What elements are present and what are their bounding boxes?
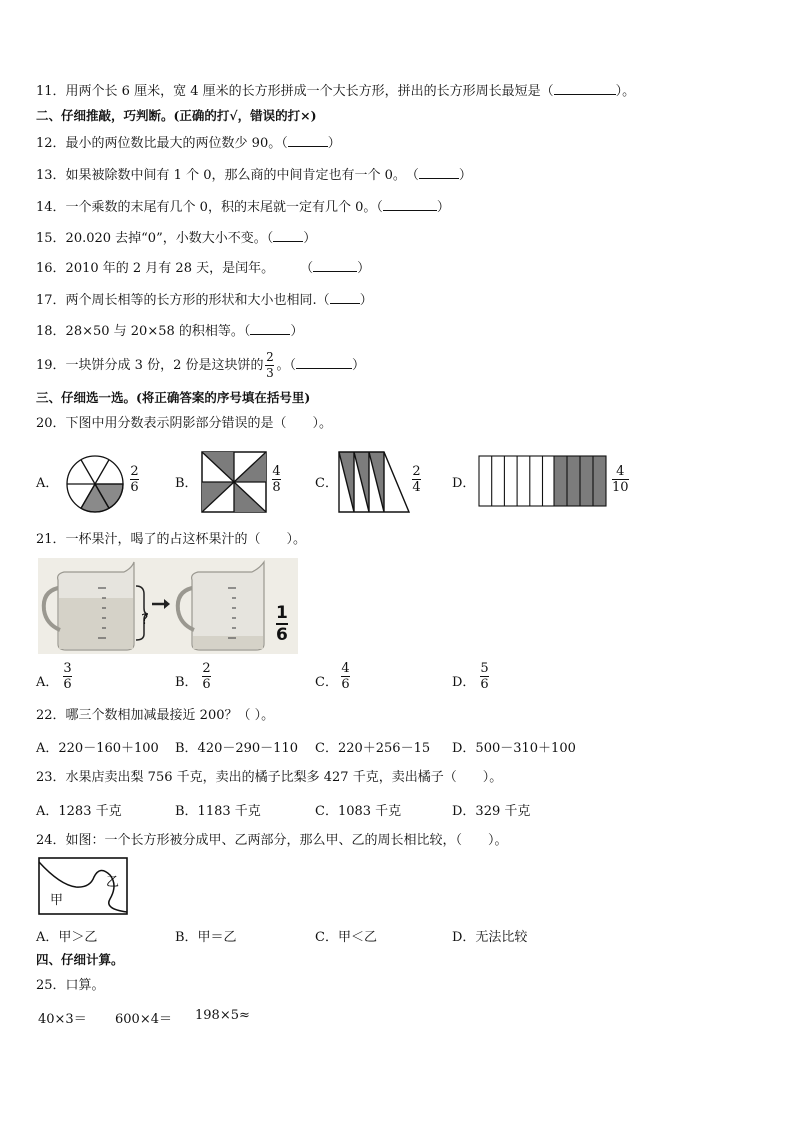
option-d-fraction (612, 465, 629, 494)
fraction (265, 351, 274, 380)
numerator: 2 (130, 464, 139, 479)
answer-blank[interactable] (296, 356, 352, 369)
question-19-end: 。（ (276, 358, 296, 373)
question-19-close: ） (352, 358, 366, 373)
denominator: 8 (272, 480, 281, 495)
option-c[interactable] (315, 671, 338, 690)
question-11-end: ）。 (615, 84, 636, 99)
option-a[interactable]: A．甲＞乙 (36, 930, 98, 945)
question-end: ） (303, 231, 317, 246)
question-end: ） (357, 261, 371, 276)
question-24: 24．如图：一个长方形被分成甲、乙两部分，那么甲、乙的周长相比较，（ ）。 (36, 833, 508, 848)
denominator: 6 (63, 677, 72, 692)
question-text: 16．2010 年的 2 月有 28 天，是闰年。 （ (36, 261, 314, 276)
option-letter: C． (315, 675, 338, 690)
label-yi: 乙 (106, 875, 120, 890)
question-19-text: 19．一块饼分成 3 份，2 份是这块饼的 (36, 358, 264, 373)
circle-figure (63, 452, 127, 516)
section-3-heading: 三、仔细选一选。(将正确答案的序号填在括号里) (36, 390, 311, 405)
numerator: 4 (272, 464, 281, 479)
question-text: 17．两个周长相等的长方形的形状和大小也相同.（ (36, 293, 330, 308)
option-a[interactable] (36, 671, 58, 690)
option-b-fraction (272, 465, 281, 494)
question-25: 25．口算。 (36, 978, 105, 993)
label-jia: 甲 (50, 893, 64, 908)
question-21: 21．一杯果汁，喝了的占这杯果汁的（ ）。 (36, 532, 307, 547)
numerator: 4 (616, 464, 625, 479)
denominator: 4 (412, 480, 421, 495)
question-mark: ? (141, 612, 149, 628)
question-14 (36, 198, 450, 217)
juice-figure (38, 558, 298, 654)
option-d[interactable]: D．329 千克 (452, 804, 531, 819)
denominator: 6 (130, 480, 139, 495)
answer-blank[interactable] (273, 229, 303, 242)
option-b[interactable] (175, 671, 198, 690)
option-letter: B． (175, 675, 198, 690)
answer-blank[interactable] (288, 134, 328, 147)
option-d-fraction (480, 662, 489, 691)
option-c[interactable]: C．220＋256－15 (315, 741, 431, 756)
option-b[interactable]: B．1183 千克 (175, 804, 261, 819)
option-d[interactable]: D．无法比较 (452, 930, 528, 945)
strip-figure (478, 455, 608, 507)
option-a[interactable]: A．220－160＋100 (36, 741, 159, 756)
answer-blank[interactable] (383, 198, 437, 211)
rectangle-figure (38, 857, 128, 915)
numerator: 1 (276, 603, 288, 623)
question-18 (36, 322, 303, 341)
calc-item[interactable]: 40×3＝ (38, 1012, 87, 1027)
option-c[interactable]: C．1083 千克 (315, 804, 402, 819)
numerator: 2 (412, 464, 421, 479)
question-13 (36, 166, 472, 185)
option-d[interactable] (452, 671, 475, 690)
question-text: 18．28×50 与 20×58 的积相等。（ (36, 324, 251, 339)
numerator: 3 (63, 661, 72, 676)
option-c-fraction (412, 465, 421, 494)
answer-blank[interactable] (250, 322, 290, 335)
measuring-cups (38, 558, 298, 654)
question-end: ） (458, 168, 472, 183)
question-end: ） (290, 324, 304, 339)
section-4-heading: 四、仔细计算。 (36, 952, 124, 967)
answer-blank[interactable] (419, 166, 459, 179)
question-22: 22．哪三个数相加减最接近 200？（ ）。 (36, 708, 275, 723)
denominator: 6 (341, 677, 350, 692)
option-c-fraction (341, 662, 350, 691)
option-b[interactable]: B．420－290－110 (175, 741, 298, 756)
calc-item[interactable]: 198×5≈ (195, 1008, 250, 1023)
question-end: ） (359, 293, 373, 308)
question-11 (36, 82, 635, 101)
parallelogram-figure (338, 451, 410, 513)
option-letter: D． (452, 675, 476, 690)
question-23: 23．水果店卖出梨 756 千克，卖出的橘子比梨多 427 千克，卖出橘子（ ）。 (36, 770, 503, 785)
option-letter: A． (36, 675, 59, 690)
option-a-fraction (130, 465, 139, 494)
question-text: 15．20.020 去掉“0”，小数大小不变。（ (36, 231, 274, 246)
option-a[interactable]: A．1283 千克 (36, 804, 122, 819)
denominator: 10 (612, 480, 629, 495)
numerator: 2 (202, 661, 211, 676)
section-2-heading: 二、仔细推敲，巧判断。(正确的打√，错误的打×) (36, 108, 317, 123)
option-b-letter[interactable]: B． (175, 476, 198, 491)
question-end: ） (436, 200, 450, 215)
answer-blank[interactable] (330, 291, 360, 304)
option-a-letter[interactable]: A． (36, 476, 59, 491)
denominator: 6 (480, 677, 489, 692)
figure-fraction (276, 604, 288, 644)
option-b[interactable]: B．甲＝乙 (175, 930, 237, 945)
option-c[interactable]: C．甲＜乙 (315, 930, 377, 945)
calc-item[interactable]: 600×4＝ (115, 1012, 172, 1027)
question-12 (36, 134, 341, 153)
option-d-letter[interactable]: D． (452, 476, 476, 491)
denominator: 6 (202, 677, 211, 692)
question-16 (36, 259, 370, 278)
option-d[interactable]: D．500－310＋100 (452, 741, 576, 756)
numerator: 2 (266, 350, 274, 364)
option-c-letter[interactable]: C． (315, 476, 338, 491)
answer-blank[interactable] (554, 82, 616, 95)
option-b-fraction (202, 662, 211, 691)
denominator: 3 (266, 366, 274, 380)
question-text: 12．最小的两位数比最大的两位数少 90。（ (36, 136, 288, 151)
square-figure (201, 451, 267, 513)
numerator: 4 (341, 661, 350, 676)
question-17 (36, 291, 373, 310)
question-end: ） (327, 136, 341, 151)
question-text: 13．如果被除数中间有 1 个 0，那么商的中间肯定也有一个 0。 （ (36, 168, 419, 183)
question-text: 14．一个乘数的末尾有几个 0，积的末尾就一定有几个 0。（ (36, 200, 383, 215)
question-19 (36, 348, 365, 384)
question-11-text: 11．用两个长 6 厘米，宽 4 厘米的长方形拼成一个大长方形，拼出的长方形周长最短是（ (36, 84, 554, 99)
answer-blank[interactable] (313, 259, 357, 272)
option-a-fraction (63, 662, 72, 691)
question-15 (36, 229, 316, 248)
question-20: 20．下图中用分数表示阴影部分错误的是（ ）。 (36, 416, 333, 431)
numerator: 5 (480, 661, 489, 676)
denominator: 6 (276, 625, 288, 645)
